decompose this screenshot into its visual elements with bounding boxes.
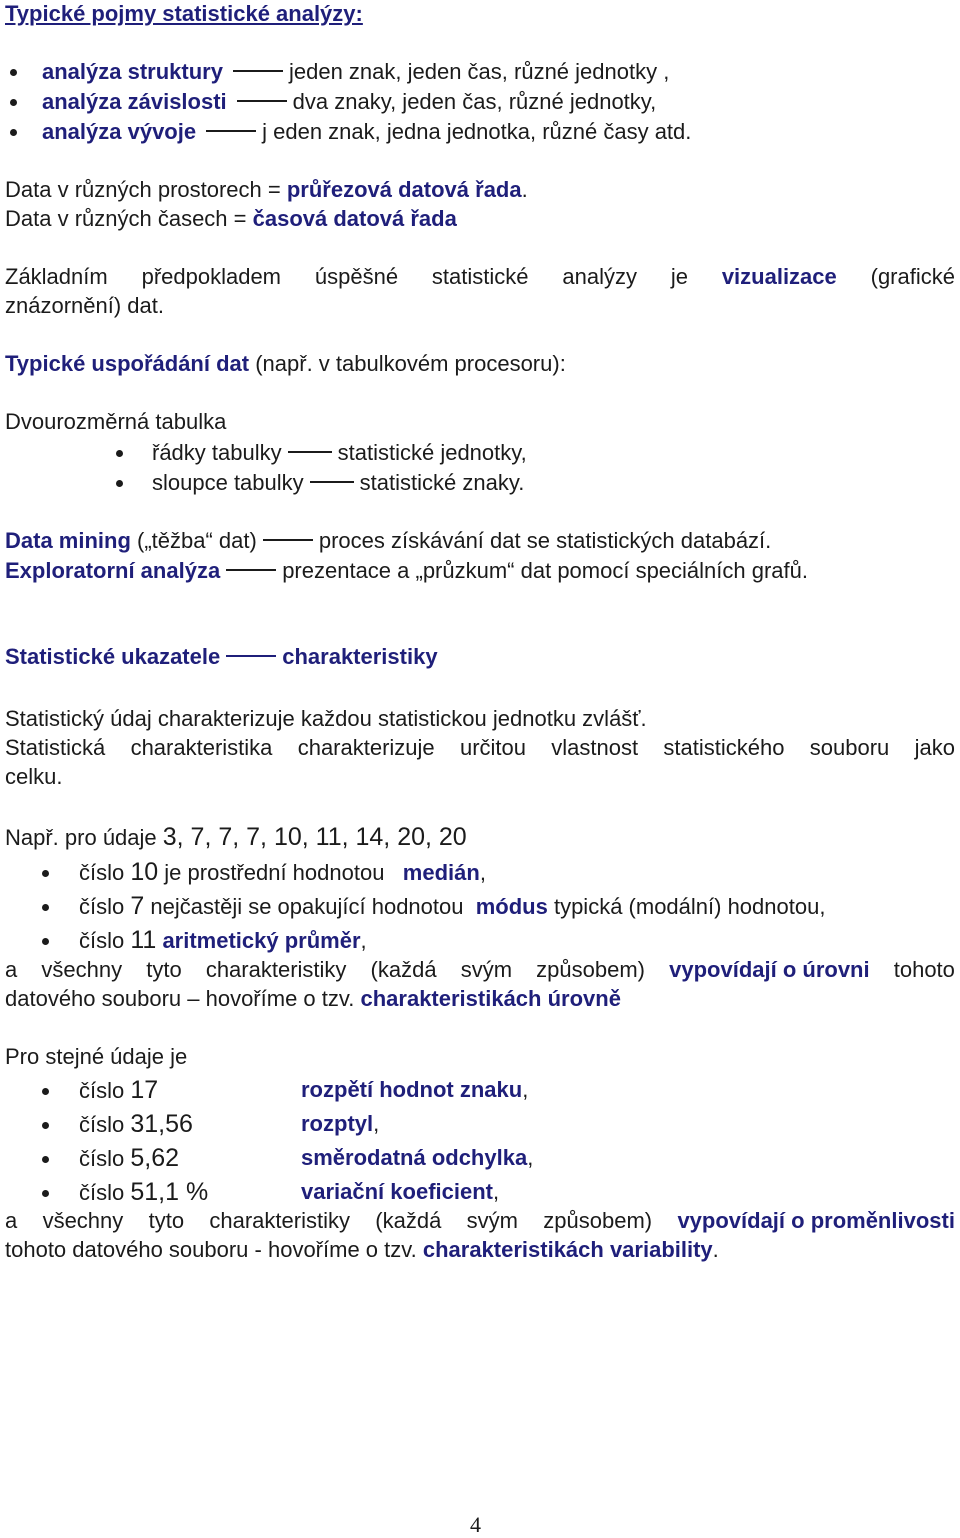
number: 7 bbox=[130, 892, 145, 920]
text: číslo bbox=[79, 1146, 131, 1171]
dash-icon bbox=[263, 539, 313, 541]
list-item-development bbox=[42, 118, 691, 146]
text: , bbox=[373, 1111, 380, 1136]
word: a bbox=[5, 957, 18, 982]
term: rozpětí hodnot znaku bbox=[301, 1077, 523, 1102]
example-row bbox=[5, 823, 467, 852]
word: jako bbox=[914, 735, 955, 760]
term: analýza struktury bbox=[42, 59, 223, 84]
stat-text-line1: Statistický údaj charakterizuje každou statistickou jednotku zvlášť. bbox=[5, 706, 647, 731]
bullet-icon bbox=[10, 69, 17, 76]
text: tohoto datového souboru - hovoříme o tzv. bbox=[5, 1237, 423, 1262]
var-item-stddev bbox=[79, 1144, 179, 1173]
bullet-icon bbox=[42, 1190, 49, 1197]
term: Data mining bbox=[5, 528, 131, 553]
number: 10 bbox=[130, 858, 159, 886]
var-term-variance bbox=[301, 1110, 379, 1138]
text: je prostřední hodnotou bbox=[158, 860, 403, 885]
term: vypovídají o úrovni bbox=[669, 957, 870, 982]
desc: jeden znak, jeden čas, různé jednotky , bbox=[288, 59, 670, 84]
var-item-cv bbox=[79, 1178, 208, 1207]
text: (např. v tabulkovém procesoru): bbox=[249, 351, 566, 376]
bullet-icon bbox=[42, 938, 49, 945]
cross-section-row bbox=[5, 176, 528, 204]
text: číslo bbox=[79, 928, 131, 953]
text: statistické znaky. bbox=[359, 470, 525, 495]
bullet-icon bbox=[116, 450, 123, 457]
word: tyto bbox=[146, 957, 182, 982]
word: tohoto bbox=[893, 957, 955, 982]
text: sloupce tabulky bbox=[152, 470, 304, 495]
word: statistického bbox=[663, 735, 785, 760]
text: . bbox=[712, 1237, 719, 1262]
desc: dva znaky, jeden čas, různé jednotky, bbox=[292, 89, 657, 114]
number: 5,62 bbox=[130, 1144, 180, 1172]
level-summary-line1 bbox=[5, 956, 955, 984]
table-title: Dvourozměrná tabulka bbox=[5, 409, 227, 434]
dash-icon bbox=[310, 481, 354, 483]
word: analýzy bbox=[562, 264, 637, 289]
stat-text-line2 bbox=[5, 734, 955, 762]
word: Základním bbox=[5, 264, 108, 289]
term: Statistické ukazatele bbox=[5, 644, 221, 669]
data-mining-row bbox=[5, 527, 771, 555]
var-summary-line2 bbox=[5, 1236, 719, 1264]
var-item-range bbox=[79, 1076, 158, 1105]
text: datového souboru – hovoříme o tzv. bbox=[5, 986, 361, 1011]
time-series-row bbox=[5, 205, 457, 233]
word: svým bbox=[460, 957, 513, 982]
text: („těžba“ dat) bbox=[130, 528, 257, 553]
term: vizualizace bbox=[721, 264, 837, 289]
var-term-range bbox=[301, 1076, 528, 1104]
term: charakteristikách variability bbox=[422, 1237, 713, 1262]
page-heading: Typické pojmy statistické analýzy: bbox=[5, 1, 363, 26]
word: (každá bbox=[370, 957, 437, 982]
text: statistické jednotky, bbox=[337, 440, 527, 465]
bullet-icon bbox=[10, 99, 17, 106]
bullet-icon bbox=[42, 1122, 49, 1129]
term: charakteristiky bbox=[282, 644, 438, 669]
dash-icon bbox=[288, 451, 332, 453]
word: vlastnost bbox=[551, 735, 639, 760]
level-item-median bbox=[79, 858, 486, 887]
word: Statistická bbox=[5, 735, 106, 760]
dash-icon bbox=[226, 569, 276, 571]
term: Exploratorní analýza bbox=[5, 558, 221, 583]
stat-heading bbox=[5, 643, 438, 671]
text: číslo bbox=[79, 860, 131, 885]
text: prezentace a „průzkum“ dat pomocí speciálních grafů. bbox=[282, 558, 809, 583]
text: Data v různých časech = bbox=[5, 206, 253, 231]
word: charakterizuje bbox=[297, 735, 435, 760]
text: , bbox=[360, 928, 367, 953]
number: 31,56 bbox=[130, 1110, 193, 1138]
bullet-icon bbox=[42, 1156, 49, 1163]
dash-icon bbox=[206, 130, 256, 132]
term: analýza vývoje bbox=[42, 119, 197, 144]
text: , bbox=[479, 860, 486, 885]
basic-para-line1 bbox=[5, 263, 955, 291]
bullet-icon bbox=[42, 904, 49, 911]
term: směrodatná odchylka bbox=[301, 1145, 528, 1170]
term: vypovídají o proměnlivosti bbox=[677, 1208, 955, 1233]
bullet-icon bbox=[116, 480, 123, 487]
dash-icon bbox=[237, 100, 287, 102]
text: typická (modální) hodnotou, bbox=[547, 894, 826, 919]
text: , bbox=[522, 1077, 529, 1102]
word: svým bbox=[466, 1208, 518, 1233]
exploratory-row bbox=[5, 557, 808, 585]
bullet-icon bbox=[42, 1088, 49, 1095]
word: úspěšné bbox=[314, 264, 399, 289]
word: a bbox=[5, 1208, 18, 1233]
bullet-icon bbox=[10, 129, 17, 136]
desc: j eden znak, jedna jednotka, různé časy atd. bbox=[262, 119, 692, 144]
word: charakteristiky bbox=[209, 1208, 350, 1233]
var-item-variance bbox=[79, 1110, 193, 1139]
example-values: 3, 7, 7, 7, 10, 11, 14, 20, 20 bbox=[162, 823, 467, 851]
text: proces získávání dat se statistických databází. bbox=[318, 528, 772, 553]
text: číslo bbox=[79, 894, 131, 919]
word: tyto bbox=[148, 1208, 185, 1233]
var-summary-line1 bbox=[5, 1207, 955, 1235]
word: je bbox=[670, 264, 688, 289]
var-term-stddev bbox=[301, 1144, 533, 1172]
level-item-mode bbox=[79, 892, 825, 921]
term: časová datová řada bbox=[252, 206, 457, 231]
word: charakteristika bbox=[130, 735, 273, 760]
word: předpokladem bbox=[141, 264, 282, 289]
word: charakteristiky bbox=[205, 957, 347, 982]
basic-para-line2: znázornění) dat. bbox=[5, 293, 164, 318]
var-term-cv bbox=[301, 1178, 499, 1206]
text: , bbox=[492, 1179, 500, 1204]
word: všechny bbox=[42, 1208, 124, 1233]
page-number: 4 bbox=[470, 1512, 481, 1537]
word: určitou bbox=[459, 735, 526, 760]
stat-text-line3: celku. bbox=[5, 764, 63, 789]
term: módus bbox=[475, 894, 548, 919]
word: způsobem) bbox=[543, 1208, 653, 1233]
text: řádky tabulky bbox=[152, 440, 282, 465]
text: číslo bbox=[79, 1078, 131, 1103]
word: souboru bbox=[809, 735, 890, 760]
word: statistické bbox=[431, 264, 529, 289]
same-data-row: Pro stejné údaje je bbox=[5, 1044, 188, 1069]
term: charakteristikách úrovně bbox=[360, 986, 621, 1011]
word: (grafické bbox=[870, 264, 955, 289]
text: , bbox=[527, 1145, 534, 1170]
number: 17 bbox=[130, 1076, 159, 1104]
word: (každá bbox=[375, 1208, 442, 1233]
word: způsobem) bbox=[536, 957, 645, 982]
term: rozptyl bbox=[301, 1111, 374, 1136]
term: medián bbox=[402, 860, 480, 885]
term: aritmetický průměr bbox=[162, 928, 361, 953]
table-item-columns bbox=[152, 469, 524, 497]
bullet-icon bbox=[42, 870, 49, 877]
term: variační koeficient bbox=[301, 1179, 493, 1204]
word: všechny bbox=[41, 957, 123, 982]
dash-icon bbox=[233, 70, 283, 72]
text: číslo bbox=[79, 1112, 131, 1137]
text: Např. pro údaje bbox=[5, 825, 163, 850]
term: analýza závislosti bbox=[42, 89, 227, 114]
level-summary-line2 bbox=[5, 985, 621, 1013]
list-item-dependence bbox=[42, 88, 656, 116]
arrangement-row bbox=[5, 350, 566, 378]
text: nejčastěji se opakující hodnotou bbox=[144, 894, 476, 919]
dash-icon bbox=[226, 655, 276, 657]
text: číslo bbox=[79, 1180, 131, 1205]
term: průřezová datová řada bbox=[286, 177, 522, 202]
level-item-mean bbox=[79, 926, 367, 955]
table-item-rows bbox=[152, 439, 527, 467]
list-item-structure bbox=[42, 58, 669, 86]
text: Data v různých prostorech = bbox=[5, 177, 287, 202]
term: Typické uspořádání dat bbox=[5, 351, 250, 376]
number: 11 bbox=[130, 926, 157, 954]
text: . bbox=[521, 177, 528, 202]
number: 51,1 % bbox=[130, 1178, 209, 1206]
